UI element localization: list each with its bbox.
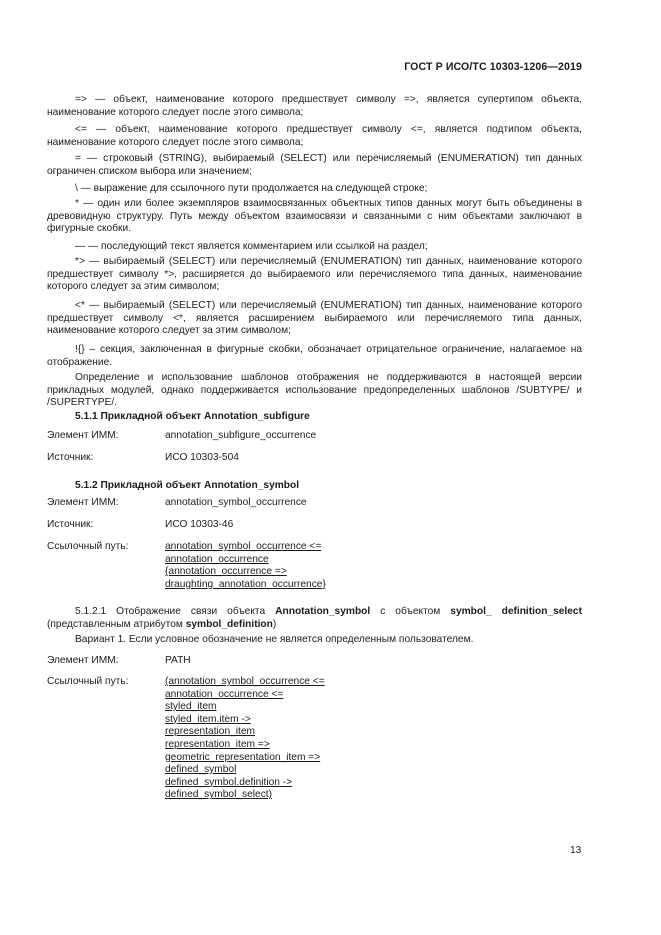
intro-object-1: Annotation_symbol [275,606,371,617]
notation-continuation: \ — выражение для ссылочного пути продолжается на следующей строке; [75,183,428,194]
document-code-header: ГОСТ Р ИСО/ТС 10303-1206—2019 [404,61,582,73]
intro-mid: с объектом [370,606,451,617]
intro-prefix: 5.1.2.1 Отображение связи объекта [75,606,276,617]
section-5121-intro [47,606,582,631]
imm-label: Элемент ИММ: [47,430,119,441]
source-label: Источник: [47,452,94,463]
imm-label: Элемент ИММ: [47,497,119,508]
path-line: annotation_occurrence [165,553,269,565]
section-511-heading: 5.1.1 Прикладной объект Annotation_subfigure [75,411,310,422]
notation-negative: !{} – секция, заключенная в фигурные скобки, обозначает отрицательное ограничение, налагаемое на отображение. [47,344,582,368]
source-value: ИСО 10303-46 [165,519,234,530]
path-line: representation_item => [165,738,270,750]
path-line: {annotation_occurrence => [165,566,287,578]
path-line: draughting_annotation_occurrence} [165,578,326,590]
notation-comment: — — последующий текст является комментарием или ссылкой на раздел; [75,241,428,252]
path-line: (annotation_symbol_occurrence <= [165,676,325,687]
imm-value: annotation_symbol_occurrence [165,497,307,508]
notation-tree: * — один или более экземпляров взаимосвязанных объектных типов данных могут быть объединены в древовидную структуру. Путь между объектом взаимосвязи и связанными с ним объектами заключают в фигурные скобки. [47,198,582,235]
notation-extension-of: <* — выбираемый (SELECT) или перечисляемый (ENUMERATION) тип данных, наименование которого предшествует символу <*, является расширением выбираемого или перечисляемого типа данных, наименование которого следует за этим символом; [47,300,582,337]
intro-object-2: symbol_ definition_select [450,606,582,617]
path-block [165,676,325,802]
path-line: annotation_symbol_occurrence <= [165,541,322,552]
path-line: styled_item.item -> [165,713,251,725]
imm-value: annotation_subfigure_occurrence [165,430,317,441]
path-label: Ссылочный путь: [47,541,129,552]
intro-suffix-2: ) [272,618,277,630]
path-line: defined_symbol.definition -> [165,776,293,788]
notation-subtype: <= — объект, наименование которого предшествует символу <=, является подтипом объекта, наименование которого следует после этого символа; [47,124,582,148]
imm-value: PATH [165,655,191,666]
notation-constraint: = — строковый (STRING), выбираемый (SELECT) или перечисляемый (ENUMERATION) тип данных ограничен списком выбора или значением; [47,153,582,177]
notation-supertype: => — объект, наименование которого предшествует символу =>, является супертипом объекта, наименование которого следует после этого символа; [47,94,582,118]
section-512-heading: 5.1.2 Прикладной объект Annotation_symbol [75,480,300,491]
intro-attribute: symbol_definition [185,618,273,630]
path-line: defined_symbol_select) [165,789,273,801]
path-line: annotation_occurrence <= [165,688,284,700]
source-value: ИСО 10303-504 [165,452,239,463]
path-label: Ссылочный путь: [47,676,129,687]
path-line: representation_item [165,726,256,738]
notation-extends: *> — выбираемый (SELECT) или перечисляемый (ENUMERATION) тип данных, наименование которого предшествует символу *>, расширяется до выбираемого или перечисляемого типа данных, наименование которого следует за этим символом; [47,256,582,293]
path-line: styled_item [165,701,217,713]
variant-1: Вариант 1. Если условное обозначение не является определенным пользователем. [75,634,474,645]
path-line: defined_symbol [165,764,237,776]
imm-label: Элемент ИММ: [47,655,119,666]
templates-note: Определение и использование шаблонов отображения не поддерживаются в настоящей версии прикладных модулей, однако поддерживается использование предопределенных шаблонов /SUBTYPE/ и /SUPERTYPE/. [47,372,582,409]
source-label: Источник: [47,519,94,530]
page-number: 13 [570,845,582,856]
path-block [165,541,326,591]
path-line: geometric_representation_item => [165,751,321,763]
intro-suffix-1: (представленным атрибутом [47,618,186,630]
